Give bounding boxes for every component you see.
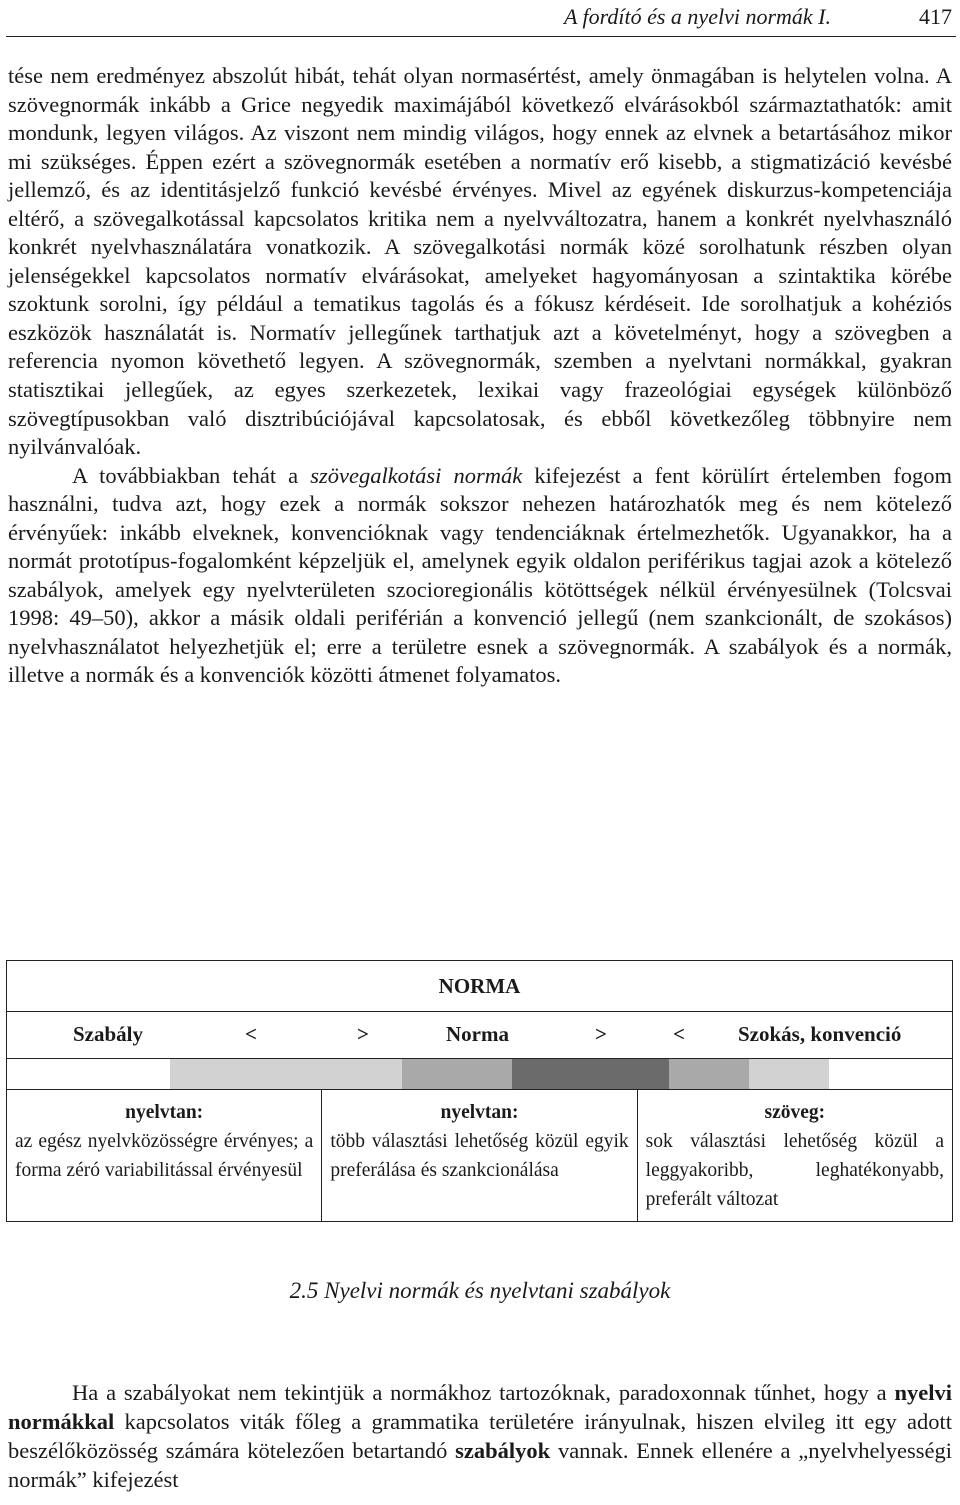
gradient-bar — [7, 1059, 952, 1090]
main-text — [8, 62, 952, 690]
paragraph-2-term: szövegalkotási normák — [310, 462, 523, 488]
scale-label-szokas: Szokás, konvenció — [738, 1022, 902, 1046]
paragraph-3-part-2: kapcsolatos viták főleg a grammatika területére irányulnak, hiszen elvileg itt egy adott beszélőközösség számára kötelezően betartandó — [8, 1409, 952, 1463]
scale-label-szabaly: Szabály — [73, 1022, 144, 1046]
paragraph-3 — [8, 1378, 952, 1494]
figure-columns — [7, 1090, 952, 1222]
figure-scale-row — [7, 1012, 952, 1059]
gradient-segment — [170, 1059, 402, 1089]
figure-caption: 2.5 Nyelvi normák és nyelvtani szabályok — [289, 1278, 671, 1303]
paragraph-3-part-3: vannak. Ennek ellenére a „nyelvhelyességi normák” kifejezést — [8, 1438, 952, 1492]
paragraph-2 — [8, 462, 952, 690]
running-title: A fordító és a nyelvi normák I. — [563, 4, 831, 29]
scale-label-norma: Norma — [446, 1022, 509, 1046]
norma-figure — [6, 960, 953, 1222]
scale-symbol-lt-2: < — [673, 1022, 685, 1046]
column-head: szöveg: — [764, 1102, 826, 1123]
column-nyelvtan-1 — [7, 1090, 321, 1222]
page-header — [6, 0, 956, 37]
gradient-segment — [402, 1059, 512, 1089]
figure-top-label: NORMA — [7, 961, 952, 1012]
scale-symbol-gt-2: > — [595, 1022, 607, 1046]
page-number: 417 — [919, 4, 952, 29]
scale-symbol-gt-1: > — [357, 1022, 369, 1046]
column-nyelvtan-2 — [321, 1090, 636, 1222]
gradient-segment — [669, 1059, 749, 1089]
gradient-segment — [749, 1059, 829, 1089]
paragraph-2-start: A továbbiakban tehát a — [72, 462, 311, 488]
bottom-text — [8, 1378, 952, 1494]
gradient-segment — [829, 1059, 952, 1089]
column-szoveg — [637, 1090, 952, 1222]
paragraph-2-rest: kifejezést a fent körülírt értelemben fogom használni, tudva azt, hogy ezek a normák sokszor nehezen határozhatók meg és nem kötelező érvényűek: inkább elveknek, konvencióknak vagy tendenciáknak értelmezhetők. Ugyanakkor, ha a normát prototípus-fogalomként képzeljük el, amelynek egyik oldalon periférikus tagjai azok a kötelező szabályok, amelyek egy nyelvterületen szocioregionális kötöttségek nélkül érvényesülnek (Tolcsvai 1998: 49–50), akkor a másik oldali periférián a konvenció jellegű (nem szankcionált, de szokásos) nyelvhasználatot helyezhetjük el; erre a területre esnek a szövegnormák. A szabályok és a normák, illetve a normák és a konvenciók közötti átmenet folyamatos. — [8, 462, 952, 688]
paragraph-1: tése nem eredményez abszolút hibát, tehát olyan normasértést, amely önmagában is helytelen volna. A szövegnormák inkább a Grice negyedik maximájából következő elvárásokból származtathatók: amit mondunk, legyen világos. Az viszont nem mindig világos, hogy ennek az elvnek a betartásához mikor mi szükséges. Éppen ezért a szövegnormák esetében a normatív erő kisebb, a stigmatizáció kevésbé jellemző, és az identitásjelző funkció kevésbé érvényes. Mivel az egyének diskurzus-kompetenciája eltérő, a szövegalkotással kapcsolatos kritika nem a nyelvváltozatra, hanem a konkrét nyelvhasználó konkrét nyelvhasználatára vonatkozik. A szövegalkotási normák közé sorolhatunk részben olyan jelenségekkel kapcsolatos normatív elvárásokat, amelyeket hagyományosan a szintaktika körébe szoktunk sorolni, így például a tematikus tagolás és a fókusz kérdéseit. Ide sorolhatjuk a kohéziós eszközök használatát is. Normatív jellegűnek tarthatjuk azt a követelményt, hogy a szövegben a referencia nyomon követhető legyen. A szövegnormák, szemben a nyelvtani normákkal, gyakran statisztikai jellegűek, az egyes szerkezetek, lexikai vagy frazeológiai egységek különböző szövegtípusokban való disztribúciójával kapcsolatosak, és ebből következőleg többnyire nem nyilvánvalóak. — [8, 63, 952, 460]
column-head: nyelvtan: — [440, 1102, 519, 1123]
paragraph-3-part-1: Ha a szabályokat nem tekintjük a normákhoz tartozóknak, paradoxonnak tűnhet, hogy a — [72, 1380, 895, 1405]
gradient-segment — [512, 1059, 669, 1089]
scale-symbol-lt-1: < — [245, 1022, 257, 1046]
column-head: nyelvtan: — [125, 1102, 204, 1123]
column-text: több választási lehetőség közül egyik preferálása és szankcionálása — [330, 1131, 629, 1181]
column-text: sok választási lehetőség közül a leggyakoribb, leghatékonyabb, preferált változat — [645, 1131, 944, 1210]
gradient-segment — [7, 1059, 170, 1089]
bold-term-szabalyok: szabályok — [455, 1438, 551, 1463]
bold-term-nyelvi-normakkal: nyelvi normákkal — [8, 1380, 952, 1434]
column-text: az egész nyelvközösségre érvényes; a forma zéró variabilitással érvényesül — [15, 1131, 314, 1181]
